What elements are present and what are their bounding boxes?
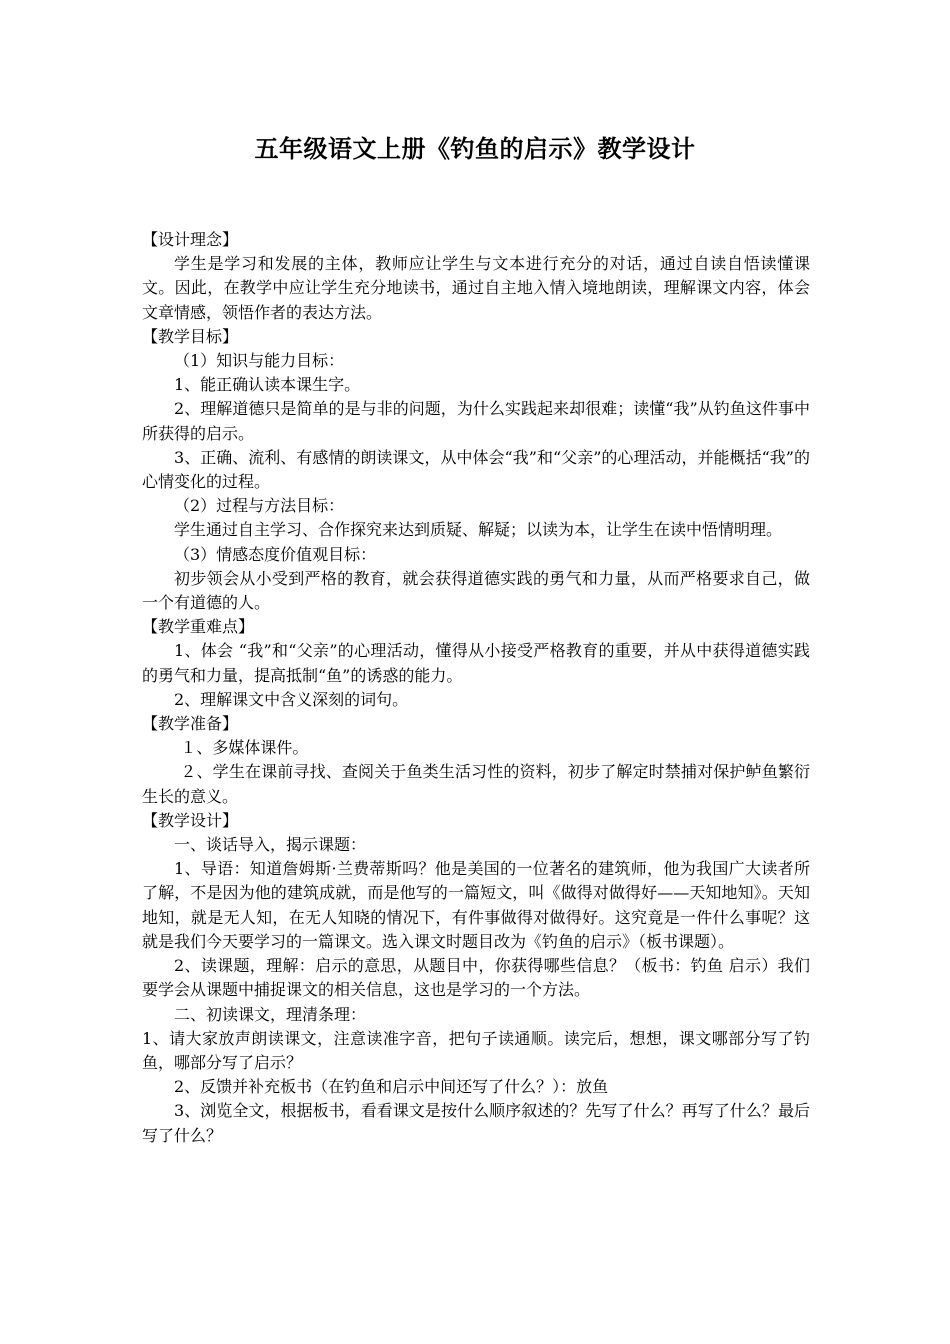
paragraph: 1、体会 “我”和“父亲”的心理活动，懂得从小接受严格教育的重要，并从中获得道德实践的勇气和力量，提高抵制“鱼”的诱惑的能力。: [142, 641, 810, 685]
paragraph: 1、请大家放声朗读课文，注意读准字音，把句子读通顺。读完后，想想，课文哪部分写了钓鱼，哪部分写了启示？: [142, 1028, 810, 1072]
paragraph: （1）知识与能力目标：: [174, 351, 345, 371]
paragraph: 一、谈话导入，揭示课题：: [174, 835, 367, 855]
paragraph: （2）过程与方法目标：: [174, 496, 345, 516]
paragraph: 初步领会从小受到严格的教育，就会获得道德实践的勇气和力量，从而严格要求自己，做一个有道德的人。: [142, 568, 810, 613]
section-heading: 【教学设计】: [142, 810, 239, 830]
paragraph: 2、理解课文中含义深刻的词句。: [174, 689, 409, 709]
paragraph: 1、能正确认读本课生字。: [174, 375, 361, 395]
section-heading: 【教学重难点】: [142, 617, 255, 637]
paragraph: 2、理解道德只是简单的是与非的问题，为什么实践起来却很难；读懂“我”从钓鱼这件事中所获得的启示。: [142, 399, 810, 443]
paragraph: ２、学生在课前寻找、查阅关于鱼类生活习性的资料，初步了解定时禁捕对保护鲈鱼繁衍生长的意义。: [142, 762, 810, 806]
paragraph: 学生通过自主学习、合作探究来达到质疑、解疑；以读为本，让学生在读中悟情明理。: [174, 520, 783, 540]
paragraph: 二、初读课文，理清条理：: [174, 1004, 367, 1024]
section-heading: 【设计理念】: [142, 230, 239, 249]
section-heading: 【教学准备】: [142, 714, 239, 734]
paragraph: 2、读课题，理解：启示的意思，从题目中，你获得哪些信息？（板书：钓鱼 启示）我们要学会从课题中捕捉课文的相关信息，这也是学习的一个方法。: [142, 956, 810, 1000]
paragraph: １、多媒体课件。: [180, 738, 309, 758]
paragraph: 3、浏览全文，根据板书，看看课文是按什么顺序叙述的？先写了什么？再写了什么？最后写了什么？: [142, 1101, 810, 1145]
document-title: 五年级语文上册《钓鱼的启示》教学设计: [254, 134, 696, 163]
document-body: [142, 228, 810, 1148]
section-heading: 【教学目标】: [142, 326, 239, 346]
paragraph: 1、导语：知道詹姆斯·兰费蒂斯吗？他是美国的一位著名的建筑师，他为我国广大读者所了解，不是因为他的建筑成就，而是他写的一篇短文，叫《做得对做得好——天知地知》。天知地知，就是无人知，在无人知晓的情况下，有件事做得对做得好。这究竟是一件什么事呢？这就是我们今天要学习的一篇课文。选入课文时题目改为《钓鱼的启示》（板书课题）。: [142, 859, 810, 951]
paragraph: （3）情感态度价值观目标：: [174, 544, 377, 564]
paragraph: 2、反馈并补充板书（在钓鱼和启示中间还写了什么？）：放鱼: [174, 1077, 609, 1097]
paragraph: 3、正确、流利、有感情的朗读课文，从中体会“我”和“父亲”的心理活动，并能概括“我”的心情变化的过程。: [142, 447, 810, 492]
paragraph: 学生是学习和发展的主体，教师应让学生与文本进行充分的对话，通过自读自悟读懂课文。因此，在教学中应让学生充分地读书，通过自主地入情入境地朗读，理解课文内容，体会文章情感，领悟作者的表达方法。: [142, 254, 810, 322]
